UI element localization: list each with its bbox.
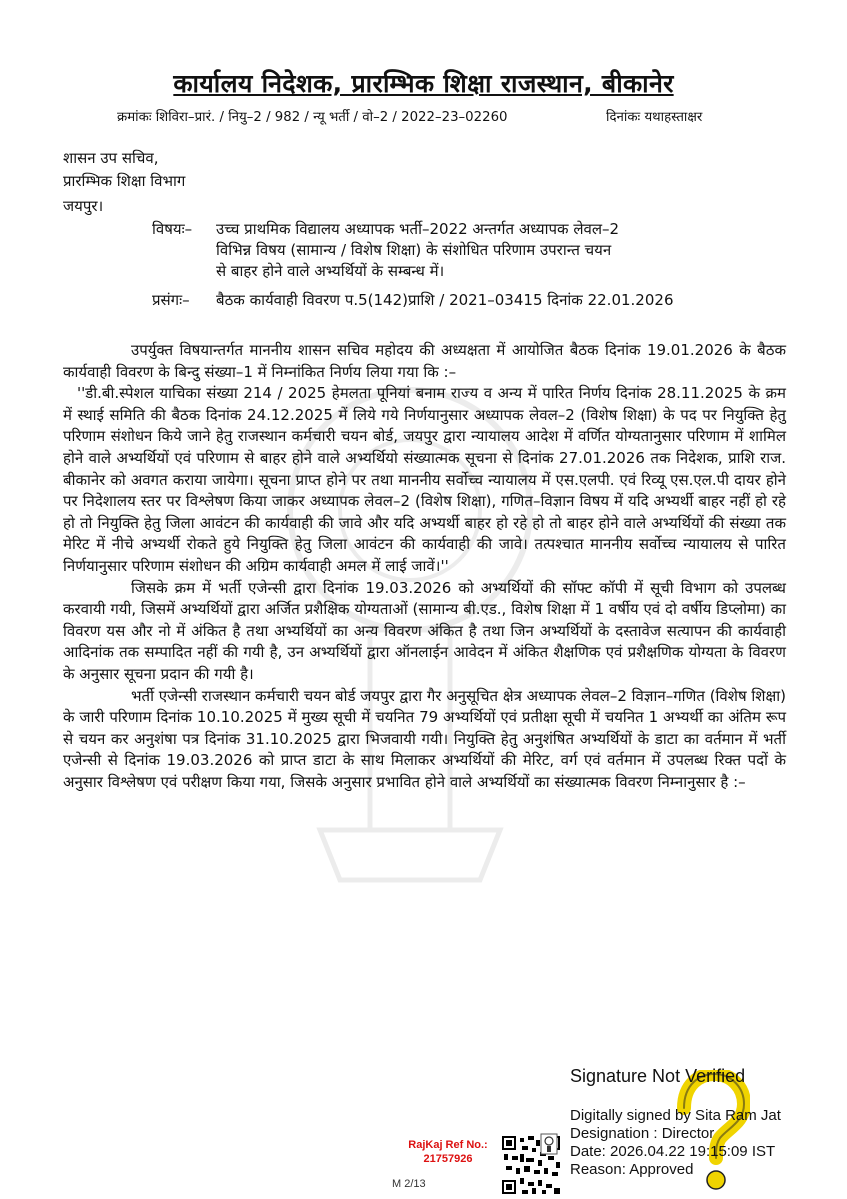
page-number: M 2/13 — [392, 1178, 426, 1190]
office-title: कार्यालय निदेशक, प्रारम्भिक शिक्षा राजस्थान, बीकानेर — [173, 69, 674, 98]
subject-label: विषयः– — [152, 220, 193, 238]
reference-number: क्रमांकः शिविरा–प्रारं. / नियु–2 / 982 / न्यू भर्ती / वो–2 / 2022–23–02260 — [117, 110, 508, 125]
letter-date: दिनांकः यथाहस्ताक्षर — [606, 110, 703, 125]
body-paragraph-1: उपर्युक्त विषयान्तर्गत माननीय शासन सचिव महोदय की अध्यक्षता में आयोजित बैठक दिनांक 19.01.2026 के बैठक कार्यवाही विवरण के बिन्दु संख्या–1 में निम्नांकित निर्णय लिया गया कि :– — [63, 341, 786, 381]
signature-signed-by: Digitally signed by Sita Ram Jat — [570, 1107, 781, 1124]
signature-details — [570, 1107, 781, 1179]
signature-reason: Reason: Approved — [570, 1161, 694, 1178]
recipient-city: जयपुर। — [63, 197, 104, 215]
subject-line-3: से बाहर होने वाले अभ्यर्थियों के सम्बन्ध में। — [216, 262, 445, 280]
subject-line-1: उच्च प्राथमिक विद्यालय अध्यापक भर्ती–2022 अन्तर्गत अध्यापक लेवल–2 — [216, 220, 620, 238]
rajkaj-label: RajKaj Ref No.: — [408, 1139, 488, 1151]
emblem-icon — [540, 1133, 558, 1155]
rajkaj-reference — [398, 1138, 498, 1166]
signature-designation: Designation : Director — [570, 1125, 715, 1142]
reference-label: प्रसंगः– — [152, 291, 190, 309]
signature-status: Signature Not Verified — [570, 1066, 746, 1086]
subject-line-2: विभिन्न विषय (सामान्य / विशेष शिक्षा) के संशोधित परिणाम उपरान्त चयन — [216, 241, 612, 259]
reference-text: बैठक कार्यवाही विवरण प.5(142)प्राशि / 2021–03415 दिनांक 22.01.2026 — [216, 291, 674, 309]
body-paragraph-4: भर्ती एजेन्सी राजस्थान कर्मचारी चयन बोर्ड जयपुर द्वारा गैर अनुसूचित क्षेत्र अध्यापक लेवल–2 विज्ञान–गणित (विशेष शिक्षा) के जारी परिणाम दिनांक 10.10.2025 में मुख्य सूची में चयनित 79 अभ्यर्थियों एवं प्रतीक्षा सूची में चयनित 1 अभ्यर्थी का अंतिम रूप से चयन कर अनुशंषा पत्र दिनांक 31.10.2025 द्वारा भिजवायी गयी। नियुक्ति हेतु अनुशंषित अभ्यर्थियों के डाटा का वर्तमान में भर्ती एजेन्सी से दिनांक 19.03.2026 को प्राप्त डाटा के साथ मिलाकर अभ्यर्थियों की मेरिट, वर्ग एवं वर्तमान में उपलब्ध रिक्त पदों के अनुसार विश्लेषण एवं परीक्षण किया गया, जिसके अनुसार प्रभावित होने वाले अभ्यर्थियों का संख्यात्मक विवरण निम्नानुसार है :– — [63, 686, 786, 791]
subject-text — [216, 219, 776, 282]
signature-date: Date: 2026.04.22 19:15:09 IST — [570, 1143, 776, 1160]
rajkaj-number: 21757926 — [423, 1153, 473, 1165]
recipient-department: प्रारम्भिक शिक्षा विभाग — [63, 172, 186, 190]
recipient-designation: शासन उप सचिव, — [63, 149, 159, 167]
letter-body — [63, 340, 786, 793]
body-paragraph-3: जिसके क्रम में भर्ती एजेन्सी द्वारा दिनांक 19.03.2026 को अभ्यर्थियों की सॉफ्ट कॉपी में सूची विभाग को उपलब्ध करवायी गयी, जिसमें अभ्यर्थियों द्वारा अर्जित प्रशैक्षिक योग्यताओं (सामान्य बी.एड., विशेष शिक्षा में 1 वर्षीय एवं दो वर्षीय डिप्लोमा) का विवरण यस और नो में अंकित है तथा अभ्यर्थियों का अन्य विवरण अंकित है तथा जिन अभ्यर्थियों के दस्तावेज सत्यापन की कार्यवाही आदिनांक तक सम्पादित नहीं की गयी है, उन अभ्यर्थियों द्वारा ऑनलाईन आवेदन में अंकित शैक्षणिक एवं प्रशैक्षणिक योग्यता के विवरण के अनुसार सूचना प्रदान की गयी है। — [63, 578, 786, 683]
body-paragraph-2: ''डी.बी.स्पेशल याचिका संख्या 214 / 2025 हेमलता पूनियां बनाम राज्य व अन्य में पारित निर्णय दिनांक 28.11.2025 के क्रम में स्थाई समिति की बैठक दिनांक 24.12.2025 में लिये गये निर्णयानुसार अध्यापक लेवल–2 (विशेष शिक्षा) के पद पर नियुक्ति हेतु परिणाम संशोधन किये जाने हेतु राजस्थान कर्मचारी चयन बोर्ड, जयपुर द्वारा न्यायालय आदेश में वर्णित योग्यतानुसार परिणाम में शामिल होने वाले अभ्यर्थियों एवं परिणाम से बाहर होने वाले अभ्यर्थियो संख्यात्मक सूचना से दिनांक 27.01.2026 तक निदेशक, प्राशि राज. बीकानेर को अवगत कराया जायेगा। सूचना प्राप्त होने पर तथा माननीय सर्वोच्च न्यायालय में एस.एलपी. एवं रिव्यू एस.एल.पी दायर होने पर निदेशालय स्तर पर विश्लेषण किया जाकर अध्यापक लेवल–2 (विशेष शिक्षा), गणित–विज्ञान विषय में यदि अभ्यर्थी बाहर नहीं हो रहे हो तो नियुक्ति हेतु जिला आवंटन की कार्यवाही की जावे और यदि अभ्यर्थी बाहर हो रहे हो तो बाहर होने वाले अभ्यर्थियों की संख्या तक मेरिट में नीचे अभ्यर्थी रोकते हुये नियुक्ति हेतु जिला आवंटन की कार्यवाही की जावे। तत्पश्चात माननीय सर्वोच्च न्यायालय से पारित निर्णयानुसार परिणाम संशोधन की अग्रिम कार्यवाही अमल में लाई जावें।'' — [63, 384, 786, 575]
